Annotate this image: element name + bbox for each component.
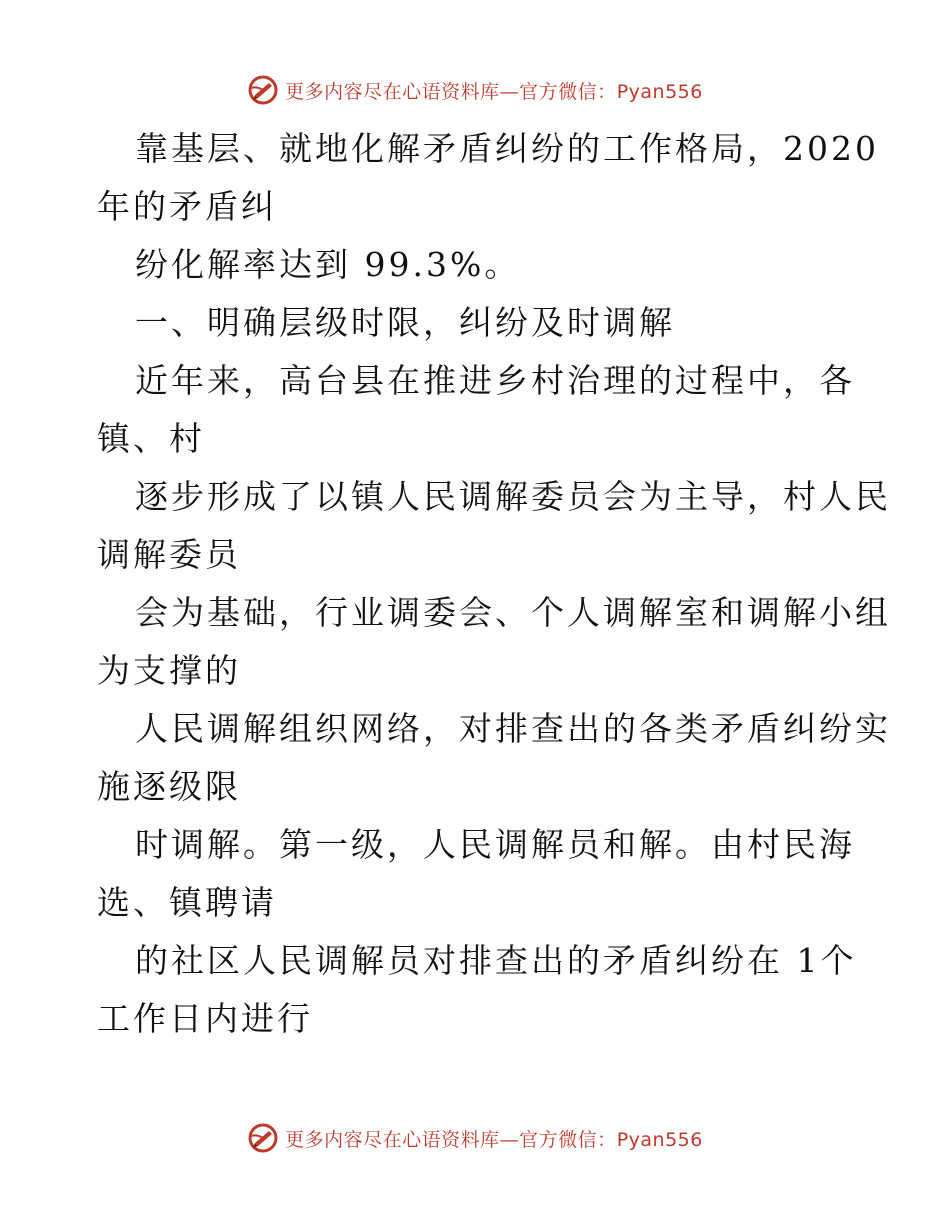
header-banner-text (285, 77, 703, 104)
body-line: 镇、村 (97, 419, 205, 458)
body-line: 为支撑的 (97, 651, 241, 690)
header-banner (0, 70, 950, 110)
header-dash: — (499, 80, 520, 103)
body-line: 人民调解组织网络，对排查出的各类矛盾纠纷实 (135, 709, 891, 748)
footer-banner (0, 1118, 950, 1158)
body-line: 选、镇聘请 (97, 883, 277, 922)
header-site-name: 更多内容尽在心语资料库 (285, 80, 500, 103)
body-line: 时调解。第一级，人民调解员和解。由村民海 (135, 825, 855, 864)
section-heading: 一、明确层级时限，纠纷及时调解 (135, 303, 675, 342)
body-line: 调解委员 (97, 535, 241, 574)
footer-site-name: 更多内容尽在心语资料库 (285, 1128, 500, 1151)
body-line: 会为基础，行业调委会、个人调解室和调解小组 (135, 593, 891, 632)
body-line: 工作日内进行 (97, 999, 313, 1038)
body-line: 年的矛盾纠 (97, 187, 277, 226)
logo-icon (247, 1122, 279, 1154)
header-wechat-id: Pyan556 (616, 80, 703, 103)
body-line: 施逐级限 (97, 767, 241, 806)
footer-dash: — (499, 1128, 520, 1151)
body-line: 近年来，高台县在推进乡村治理的过程中，各 (135, 361, 855, 400)
logo-icon (247, 74, 279, 106)
body-line: 纷化解率达到 99.3%。 (135, 245, 521, 284)
header-wechat-label: 官方微信： (519, 80, 617, 103)
footer-wechat-id: Pyan556 (616, 1128, 703, 1151)
footer-wechat-label: 官方微信： (519, 1128, 617, 1151)
body-line: 逐步形成了以镇人民调解委员会为主导，村人民 (135, 477, 891, 516)
footer-banner-text (285, 1125, 703, 1152)
body-line: 靠基层、就地化解矛盾纠纷的工作格局，2020 (135, 129, 879, 168)
document-body (97, 120, 891, 1048)
body-line: 的社区人民调解员对排查出的矛盾纠纷在 1个 (135, 941, 857, 980)
